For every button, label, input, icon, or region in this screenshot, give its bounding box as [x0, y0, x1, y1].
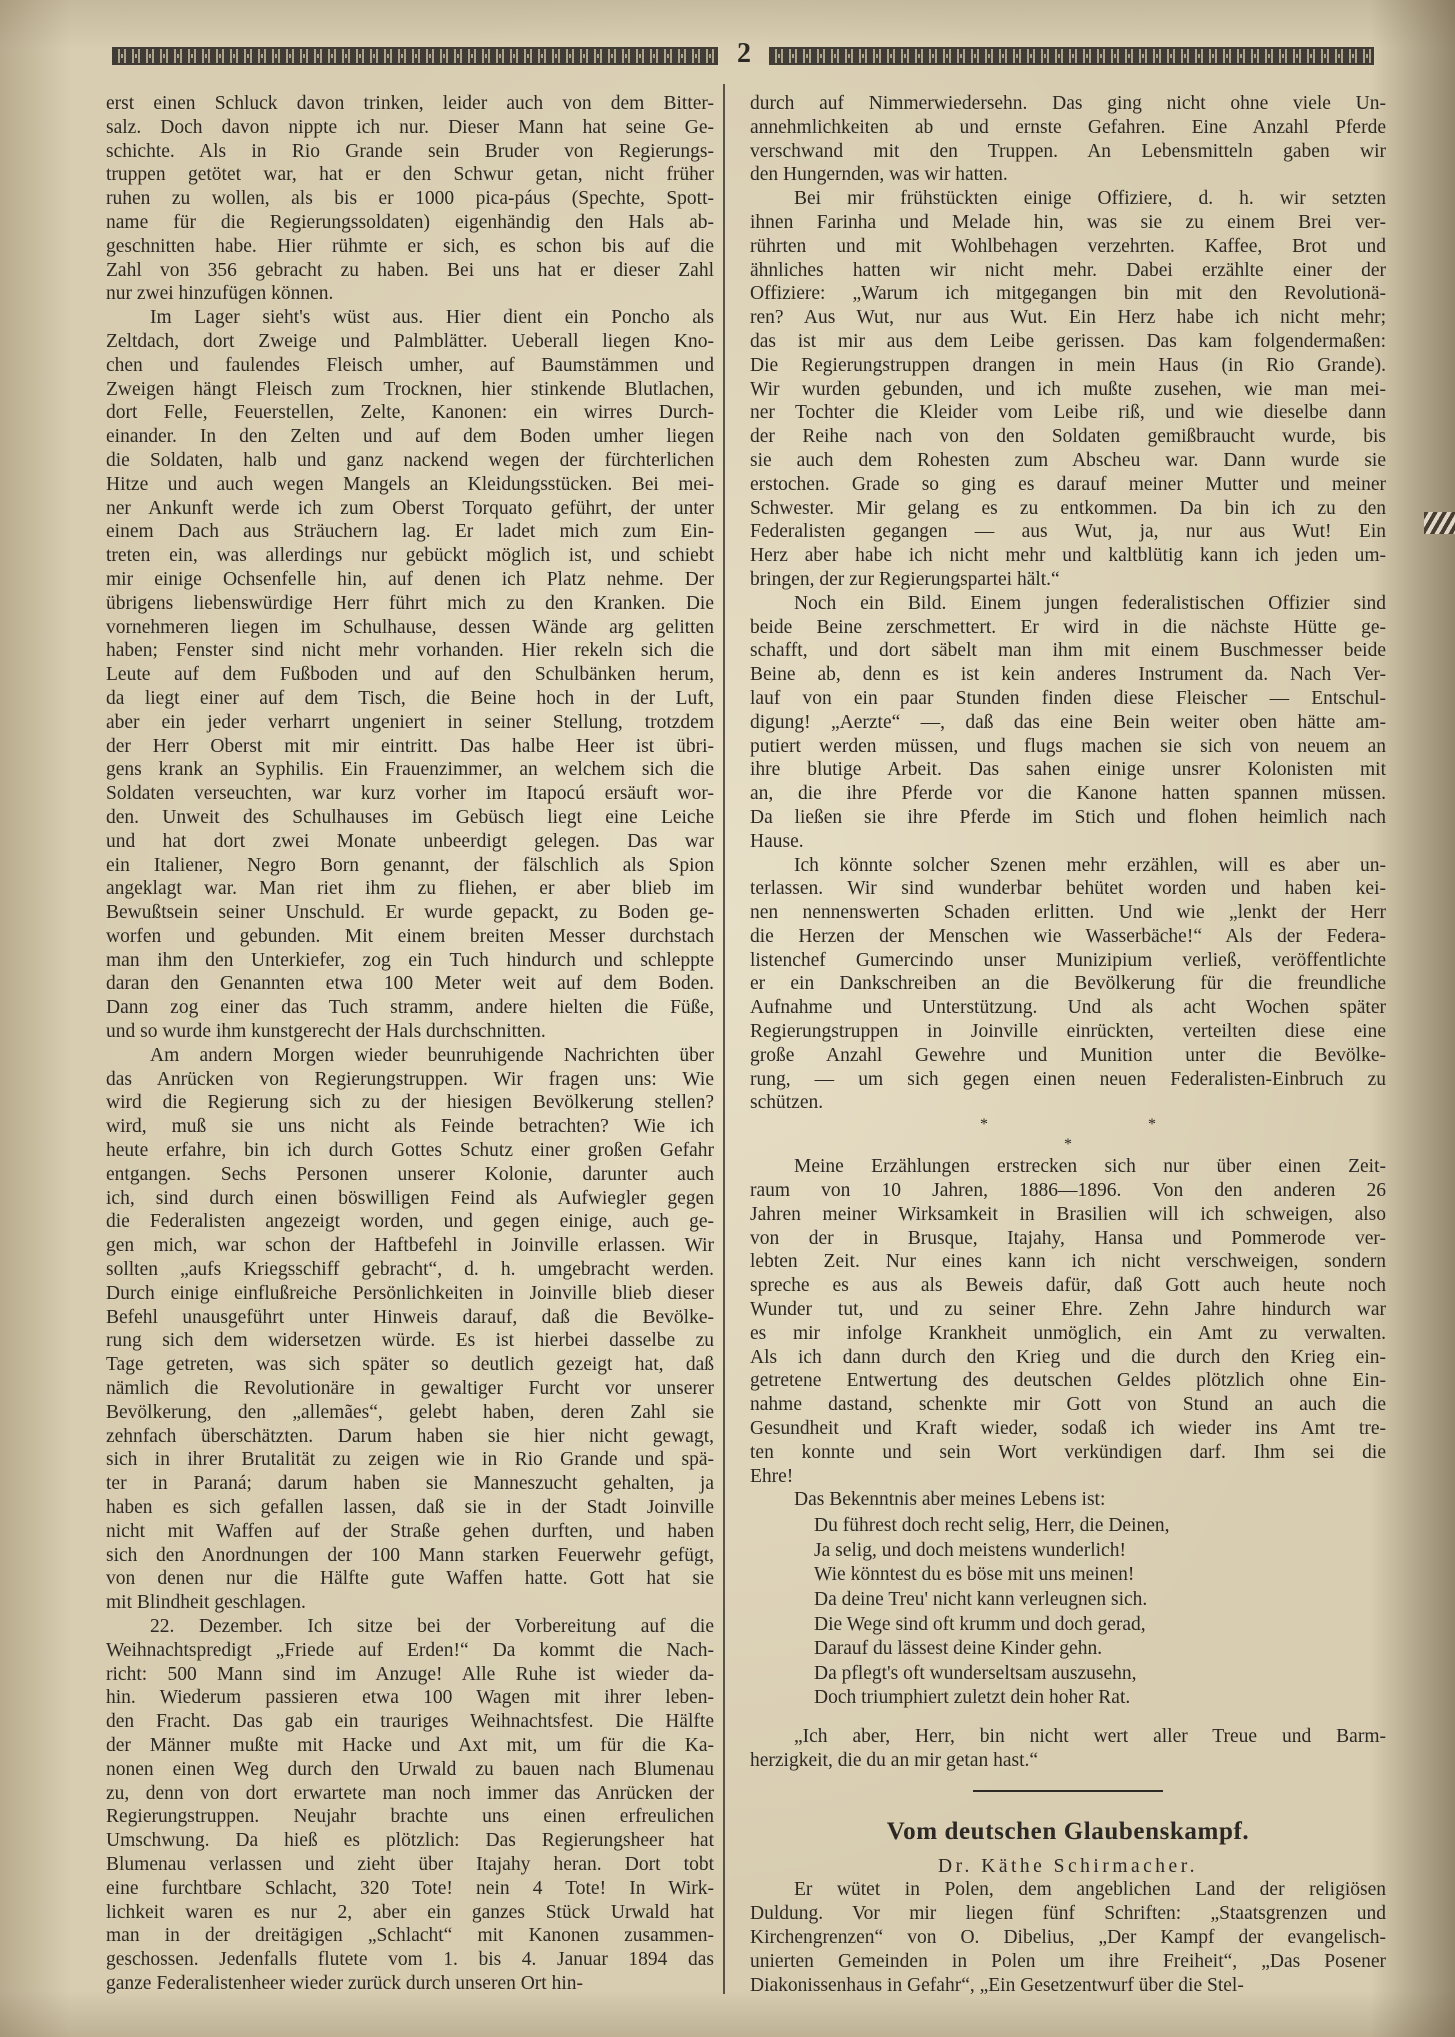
text-line: Federalisten gegangen — aus Wut, ja, nur aus Wut! Ein [750, 521, 1386, 543]
text-line: „Ich aber, Herr, bin nicht wert aller Treue und Barm- [794, 1725, 1386, 1747]
paragraph [750, 592, 1386, 854]
paragraph [106, 1044, 714, 1615]
text-line: ihre blutige Arbeit. Das sahen einige unsrer Kolonisten mit [750, 759, 1386, 781]
text-line: da liegt einer auf dem Tisch, die Beine hoch in der Luft, [106, 687, 714, 709]
text-line: lichkeit waren es nur 2, aber ein ganzes Stück Urwald hat [106, 1901, 714, 1923]
text-line: Weihnachtspredigt „Friede auf Erden!“ Da kommt die Nach- [106, 1639, 714, 1661]
poem-line: Die Wege sind oft krumm und doch gerad, [814, 1613, 1146, 1635]
text-line: die Herzen der Menschen wie Wasserbäche!“ Als der Federa- [750, 925, 1386, 947]
text-line: spreche es aus als Beweis dafür, daß Gott auch heute noch [750, 1275, 1386, 1297]
text-line: gens krank an Syphilis. Ein Frauenzimmer, an welchem sich die [106, 759, 714, 781]
separator-row [750, 1135, 1386, 1155]
text-line: von denen nur die Hälfte gute Waffen hatte. Gott hat sie [106, 1568, 714, 1590]
text-line: geschossen. Jedenfalls flutete vom 1. bis 4. Januar 1894 das [106, 1949, 714, 1971]
text-line: der Herr Oberst mit mir eintritt. Das halbe Heer ist übri- [106, 735, 714, 757]
text-line: Schwester. Mir gelang es zu entkommen. Da bin ich zu den [750, 497, 1386, 519]
text-line: truppen getötet war, hat er den Schwur getan, nicht früher [106, 164, 714, 186]
closing-section [750, 1155, 1386, 1512]
paragraph [750, 92, 1386, 187]
article-author: Dr. Käthe Schirmacher. [937, 1855, 1199, 1877]
text-line: ein Italiener, Negro Born genannt, der fälschlich als Spion [106, 854, 714, 876]
text-line: Diakonissenhaus in Gefahr“, „Ein Gesetzentwurf über die Stel- [750, 1974, 1244, 1996]
text-line: Soldaten verseuchten, war kurz vorher im Itapocú ersäuft wor- [106, 783, 714, 805]
text-line: lebten Zeit. Nur eines kann ich nicht verschweigen, sondern [750, 1251, 1386, 1273]
text-line: und hat dort zwei Monate unbeerdigt gelegen. Das war [106, 830, 714, 852]
text-line: nicht mit Waffen auf der Straße gehen durften, und haben [106, 1520, 714, 1542]
article-continuation [106, 92, 714, 1996]
text-line: unierten Gemeinden in Polen um ihre Freiheit“, „Das Posener [750, 1950, 1386, 1972]
text-line: den. Unweit des Schulhauses im Gebüsch liegt eine Leiche [106, 806, 714, 828]
paragraph [106, 92, 714, 306]
text-line: Beine ab, denn es ist kein anderes Instrument da. Nach Ver- [750, 664, 1386, 686]
text-line: beide Beine zerschmettert. Er wird in die nächste Hütte ge- [750, 616, 1386, 638]
text-line: ner Tochter die Kleider vom Leibe riß, und wie dieselbe dann [750, 402, 1386, 424]
text-line: mir einige Ochsenfelle hin, auf denen ich Platz nehme. Der [106, 568, 714, 590]
text-line: er ein Dankschreiben an die Bevölkerung für die freundliche [750, 973, 1386, 995]
text-line: den Hungernden, was wir hatten. [750, 164, 1008, 186]
text-line: Hitze und auch wegen Mangels an Kleidungsstücken. Bei mei- [106, 473, 714, 495]
text-line: mit Blindheit geschlagen. [106, 1592, 306, 1614]
poem-line: Darauf du lässest deine Kinder gehn. [814, 1638, 1103, 1660]
paragraph [750, 854, 1386, 1116]
paragraph [750, 187, 1386, 592]
text-line: erst einen Schluck davon trinken, leider auch von dem Bitter- [106, 93, 714, 114]
text-line: schafft, und dort säbelt man ihm mit einem Buschmesser beide [750, 640, 1386, 662]
text-line: nonen einen Weg durch den Urwald zu bauen nach Blumenau [106, 1758, 714, 1780]
text-line: Leute auf dem Fußboden und auf den Schulbänken herum, [106, 664, 714, 686]
text-line: Hause. [750, 830, 804, 852]
text-line: chen und faulendes Fleisch umher, auf Baumstämmen und [106, 354, 714, 376]
text-line: Wir wurden gebunden, und ich mußte zusehen, wie man mei- [750, 378, 1386, 400]
text-line: Dann zog einer das Tuch stramm, andere hielten die Füße, [106, 997, 714, 1019]
text-line: nen nennenswerten Schaden erlitten. Und wie „lenkt der Herr [750, 902, 1386, 924]
text-line: raum von 10 Jahren, 1886—1896. Von den anderen 26 [750, 1180, 1386, 1202]
text-line: aber ein jeder verharrt ungeniert in seiner Stellung, trotzdem [106, 711, 714, 733]
text-line: haben; Fenster sind nicht mehr vorhanden. Hier rekeln sich die [106, 640, 714, 662]
text-line: der Reihe nach von den Soldaten gemißbraucht wurde, bis [750, 426, 1386, 448]
text-line: es mir infolge Krankheit unmöglich, ein Amt zu verwalten. [750, 1322, 1386, 1344]
poem-line: Da deine Treu' nicht kann verleugnen sich. [814, 1589, 1148, 1610]
text-line: listenchef Gumercindo unser Munizipium verließ, veröffentlichte [750, 949, 1386, 971]
text-line: 22. Dezember. Ich sitze bei der Vorbereitung auf die [150, 1616, 714, 1637]
text-line: Meine Erzählungen erstrecken sich nur über einen Zeit- [794, 1156, 1386, 1178]
text-line: herzigkeit, die du an mir getan hast.“ [750, 1749, 1039, 1771]
text-line: nämlich die Revolutionäre in gewaltiger Furcht vor unserer [106, 1378, 714, 1400]
closing-quote [750, 1725, 1386, 1773]
text-line: Zahl von 356 gebracht zu haben. Bei uns hat er dieser Zahl [106, 259, 714, 281]
poem-line: Wie könntest du es böse mit uns meinen! [814, 1564, 1135, 1586]
text-line: annehmlichkeiten ab und ernste Gefahren. Eine Anzahl Pferde [750, 116, 1386, 138]
text-line: ähnliches hatten wir nicht mehr. Dabei erzählte einer der [750, 259, 1386, 281]
text-line: Da ließen sie ihre Pferde im Stich und flohen heimlich nach [750, 806, 1386, 828]
text-line: Jahren meiner Wirksamkeit in Brasilien will ich schweigen, also [750, 1203, 1386, 1225]
title-rule-block [750, 1773, 1386, 1809]
text-line: lauf von ein paar Stunden finden diese Fleischer — Entschul- [750, 687, 1386, 709]
text-line: man in der dreitägigen „Schlacht“ mit Kanonen zusammen- [106, 1925, 714, 1947]
text-line: zehnfach überschätzten. Darum haben sie hier nicht gewagt, [106, 1425, 714, 1447]
page-number: 2 [737, 38, 751, 69]
paragraph [106, 1615, 714, 1996]
text-line: richt: 500 Mann sind im Anzuge! Alle Ruhe ist wieder da- [106, 1663, 714, 1685]
text-line: sich in ihrer Brutalität zu zeigen wie in Rio Grande und spä- [106, 1449, 714, 1471]
text-line: das ist mir aus dem Leibe gerissen. Das kam folgendermaßen: [750, 330, 1386, 352]
article-body [750, 1878, 1386, 1997]
text-line: angeklagt war. Man riet ihm zu fliehen, er aber blieb im [106, 878, 714, 900]
text-line: gen mich, war schon der Haftbefehl in Joinville erlassen. Wir [106, 1235, 714, 1257]
text-line: Bewußtsein seiner Unschuld. Er wurde gepackt, zu Boden ge- [106, 902, 714, 924]
text-line: rung, — um sich gegen einen neuen Federalisten-Einbruch zu [750, 1068, 1386, 1090]
text-line: Zeltdach, dort Zweige und Palmblätter. Ueberall liegen Kno- [106, 330, 714, 352]
text-line: Im Lager sieht's wüst aus. Hier dient ein Poncho als [150, 307, 714, 329]
text-line: heute erfahre, bin ich durch Gottes Schutz einer großen Gefahr [106, 1140, 714, 1162]
separator-row [750, 1115, 1386, 1135]
text-line: ner Ankunft werde ich zum Oberst Torquato geführt, der unter [106, 497, 714, 519]
text-line: schützen. [750, 1092, 824, 1114]
text-line: große Anzahl Gewehre und Munition unter die Bevölke- [750, 1044, 1386, 1066]
text-line: nahme dastand, schenkte mir Gott von Stund an auch die [750, 1394, 1386, 1416]
text-line: name für die Regierungssoldaten) eigenhändig den Hals ab- [106, 211, 714, 233]
text-line: getretene Entwertung des deutschen Geldes plötzlich ohne Ein- [750, 1370, 1386, 1392]
text-line: schichte. Als in Rio Grande sein Bruder von Regierungs- [106, 140, 714, 162]
text-line: ten konnte und sein Wort verkündigen darf. Ihm sei die [750, 1441, 1386, 1463]
article-title: Vom deutschen Glaubenskampf. [886, 1817, 1250, 1845]
text-line: Ehre! [750, 1465, 794, 1487]
text-line: Regierungstruppen. Neujahr brachte uns einen erfreulichen [106, 1806, 714, 1828]
text-line: und so wurde ihm kunstgerecht der Hals durchschnitten. [106, 1021, 546, 1043]
paragraph [750, 1488, 1386, 1512]
asterisk: * [980, 1116, 988, 1134]
paragraph [750, 1725, 1386, 1773]
text-line: das Anrücken von Regierungstruppen. Wir fragen uns: Wie [106, 1068, 714, 1090]
text-line: wird, muß sie uns nicht als Feinde betrachten? Wie ich [106, 1116, 714, 1138]
section-separator [750, 1115, 1386, 1155]
text-line: den Fracht. Das gab ein trauriges Weihnachtsfest. Die Hälfte [106, 1711, 714, 1733]
text-line: eine furchtbare Schlacht, 320 Tote! nein 4 Tote! In Wirk- [106, 1877, 714, 1899]
text-line: Regierungstruppen in Joinville einrückten, verteilten diese eine [750, 1021, 1386, 1043]
paragraph [750, 1155, 1386, 1488]
text-line: Herz aber habe ich nicht mehr und kaltblütig kann ich jeden um- [750, 545, 1386, 567]
text-line: ihnen Farinha und Melade hin, was sie zu einem Brei ver- [750, 211, 1386, 233]
header-ornament-left [112, 47, 718, 65]
text-line: vornehmeren liegen im Schulhause, dessen Wände arg gelitten [106, 616, 714, 638]
text-line: Duldung. Vor mir liegen fünf Schriften: „Staatsgrenzen und [750, 1903, 1386, 1925]
title-rule [973, 1790, 1163, 1792]
text-line: Tage getreten, was sich später so deutlich gezeigt hat, daß [106, 1354, 714, 1376]
text-line: von der in Brusque, Itajahy, Hansa und Pommerode ver- [750, 1227, 1386, 1249]
left-column [106, 92, 714, 2002]
text-line: terlassen. Wir sind wunderbar behütet worden und haben kei- [750, 878, 1386, 900]
paragraph [106, 306, 714, 1044]
text-line: Am andern Morgen wieder beunruhigende Nachrichten über [150, 1044, 714, 1066]
text-line: Die Regierungstruppen drangen in mein Haus (in Rio Grande). [750, 354, 1386, 376]
text-line: Er wütet in Polen, dem angeblichen Land der religiösen [794, 1879, 1386, 1901]
text-line: Zweigen hängt Fleisch zum Trocknen, hier stinkende Blutlachen, [106, 378, 714, 400]
text-line: Als ich dann durch den Krieg und die durch den Krieg ein- [750, 1346, 1386, 1368]
text-line: die Soldaten, halb und ganz nackend wegen der fürchterlichen [106, 449, 714, 471]
text-line: Befehl unausgeführt unter Hinweis darauf, daß die Bevölke- [106, 1306, 714, 1328]
poem [750, 1514, 1386, 1711]
text-line: daran den Genannten etwa 100 Meter weit auf dem Boden. [106, 973, 714, 995]
text-line: bringen, der zur Regierungspartei hält.“ [750, 568, 1060, 590]
paragraph [750, 1878, 1386, 1997]
text-line: dort Felle, Feuerstellen, Zelte, Kanonen: ein wirres Durch- [106, 402, 714, 424]
text-line: geschnitten habe. Hier rühmte er sich, es schon bis auf die [106, 235, 714, 257]
text-line: ganze Federalistenheer wieder zurück durch unseren Ort hin- [106, 1972, 583, 1994]
text-line: einander. In den Zelten und auf dem Boden umher liegen [106, 426, 714, 448]
text-line: Noch ein Bild. Einem jungen federalistischen Offizier sind [794, 592, 1386, 614]
poem-line: Ja selig, und doch meistens wunderlich! [814, 1539, 1126, 1561]
edge-artifact [1424, 512, 1455, 534]
poem-line: Doch triumphiert zuletzt dein hoher Rat. [814, 1687, 1131, 1709]
text-line: Bevölkerung, den „allemães“, gelebt haben, deren Zahl sie [106, 1401, 714, 1423]
text-line: nur zwei hinzufügen können. [106, 283, 334, 305]
right-column [750, 92, 1386, 2007]
text-line: übrigens liebenswürdige Herr führt mich zu den Kranken. Die [106, 592, 714, 614]
text-line: rung sich dem widersetzen würde. Es ist hierbei dasselbe zu [106, 1330, 714, 1352]
text-line: die Federalisten angezeigt worden, und gegen einige, auch ge- [106, 1211, 714, 1233]
text-line: Ich könnte solcher Szenen mehr erzählen, will es aber un- [794, 854, 1386, 876]
text-line: man ihm den Unterkiefer, zog ein Tuch hindurch und schleppte [106, 949, 714, 971]
text-line: hin. Wiederum passieren etwa 100 Wagen mit ihrer leben- [106, 1687, 714, 1709]
text-line: der Männer mußte mit Hacke und Axt mit, um für die Ka- [106, 1734, 714, 1756]
column-divider [723, 84, 725, 1994]
text-line: haben es sich gefallen lassen, daß sie in der Stadt Joinville [106, 1497, 714, 1519]
text-line: rührten und mit Wohlbehagen verzehrten. Kaffee, Brot und [750, 235, 1386, 257]
text-line: Das Bekenntnis aber meines Lebens ist: [794, 1489, 1106, 1511]
text-line: Bei mir frühstückten einige Offiziere, d. h. wir setzten [794, 188, 1386, 210]
text-line: einem Dach aus Sträuchern lag. Er ladet mich zum Ein- [106, 521, 714, 543]
text-line: digung! „Aerzte“ —, daß das eine Bein weiter oben hätte am- [750, 711, 1386, 733]
text-line: Offiziere: „Warum ich mitgegangen bin mit den Revolutionä- [750, 283, 1386, 305]
text-line: durch auf Nimmerwiedersehn. Das ging nicht ohne viele Un- [750, 93, 1386, 114]
asterisk: * [1064, 1136, 1072, 1154]
text-line: Gesundheit und Kraft wieder, sodaß ich wieder ins Amt tre- [750, 1418, 1386, 1440]
asterisk: * [1148, 1116, 1156, 1134]
text-line: Wunder tut, und zu seiner Ehre. Zehn Jahre hindurch war [750, 1299, 1386, 1321]
text-line: sich den Anordnungen der 100 Mann starken Feuerwehr gefügt, [106, 1544, 714, 1566]
text-line: an, die ihre Pferde vor die Kanone hatten spannen müssen. [750, 783, 1386, 805]
text-line: salz. Doch davon nippte ich nur. Dieser Mann hat seine Ge- [106, 116, 714, 138]
text-line: Blumenau verlassen und zieht über Itajahy heran. Dort tobt [106, 1853, 714, 1875]
text-line: erstochen. Grade so ging es darauf meiner Mutter und meiner [750, 473, 1386, 495]
text-line: ich, sind durch einen böswilligen Feind als Aufwiegler gegen [106, 1187, 714, 1209]
text-line: Durch einige einflußreiche Persönlichkeiten in Joinville blieb dieser [106, 1282, 714, 1304]
text-line: zu, denn von dort erwartete man noch immer das Anrücken der [106, 1782, 714, 1804]
article-continuation [750, 92, 1386, 1115]
poem-line: Da pflegt's oft wunderseltsam auszusehn, [814, 1662, 1137, 1684]
text-line: entgangen. Sechs Personen unserer Kolonie, darunter auch [106, 1163, 714, 1185]
text-line: treten ein, was allerdings nur gebückt möglich ist, und schiebt [106, 545, 714, 567]
text-line: Kirchengrenzen“ von O. Dibelius, „Der Kampf der evangelisch- [750, 1926, 1386, 1948]
text-line: worfen und gebunden. Mit einem breiten Messer durchstach [106, 925, 714, 947]
text-line: verschwand mit den Truppen. An Lebensmitteln gaben wir [750, 140, 1386, 162]
text-line: wird die Regierung sich zu der hiesigen Bevölkerung stellen? [106, 1092, 714, 1114]
text-line: ruhen zu wollen, als bis er 1000 pica-páus (Spechte, Spott- [106, 188, 714, 210]
text-line: sie auch dem Rohesten zum Abscheu war. Dann wurde sie [750, 449, 1386, 471]
header-ornament-right [769, 47, 1374, 65]
poem-line: Du führest doch recht selig, Herr, die Deinen, [814, 1515, 1170, 1537]
text-line: putiert werden müssen, und flugs machen sie sich von neuem an [750, 735, 1386, 757]
text-line: ter in Paraná; darum haben sie Manneszucht gehalten, ja [106, 1473, 714, 1495]
text-line: ren? Aus Wut, nur aus Wut. Ein Herz habe ich nicht mehr; [750, 307, 1386, 329]
text-line: Aufnahme und Unterstützung. Und als acht Wochen später [750, 997, 1386, 1019]
text-line: sollten „aufs Kriegsschiff gebracht“, d. h. umgebracht werden. [106, 1259, 714, 1281]
text-line: Umschwung. Da hieß es plötzlich: Das Regierungsheer hat [106, 1830, 714, 1852]
